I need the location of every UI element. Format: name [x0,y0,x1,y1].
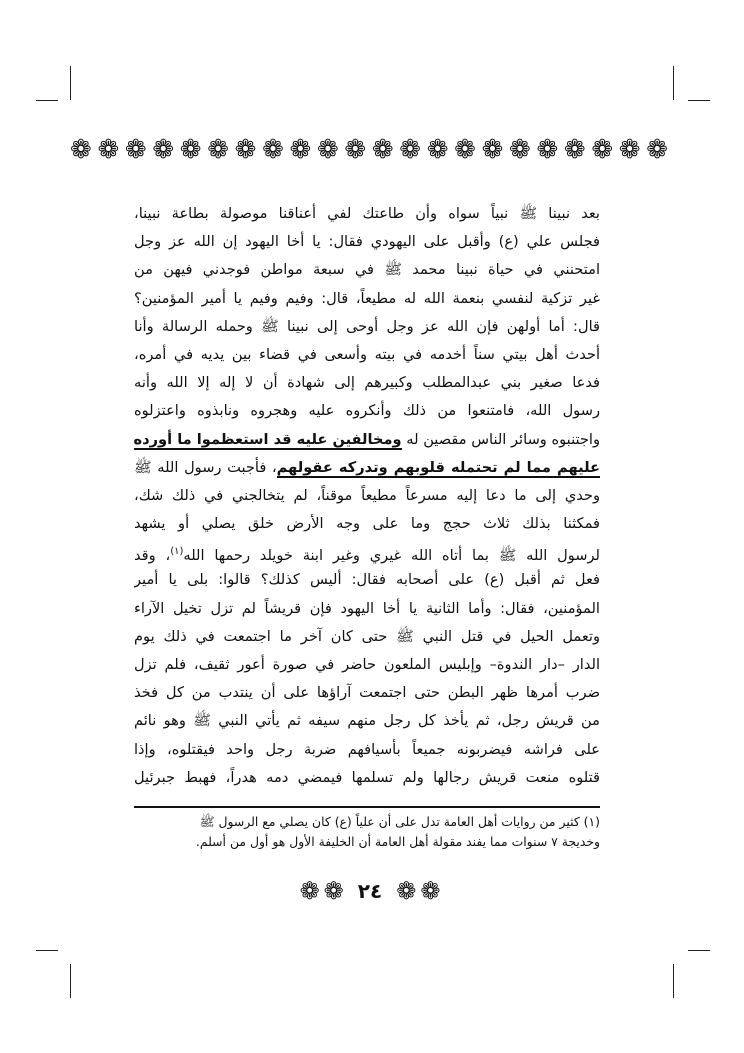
ornament-icon: ❁ [323,877,344,905]
ornament-icon: ❁ [646,135,668,165]
ornament-icon: ❁ [618,135,641,165]
text-line-20: على فراشه فيضربونه جميعاً بأسيافهم ضربة رجل واحد فيقتلوه، وإذا [134,740,600,758]
crop-mark-bottom-left-h [36,950,58,951]
text-line-1: بعد نبينا ﷺ نبياً سواه وأن طاعتك لفي أعناقنا موصولة بطاعة نبينا، [134,205,600,222]
main-text [134,200,600,792]
text-line-21: قتلوه منعت قريش رجالها ولم تسلمها فيمضي دمه هدراً، فهبط جبرئيل [134,768,600,786]
ornament-icon: ❁ [152,135,175,165]
ornament-icon: ❁ [420,877,441,905]
ornament-icon: ❁ [262,135,284,165]
crop-mark-bottom-right [673,964,674,998]
text-line-9 [134,426,600,454]
ornament-icon: ❁ [536,135,559,165]
text-line-15: المؤمنين، فقال: وأما الثانية يا أخا اليهود فإن قريشاً لم تزل تخيل الآراء [134,599,600,617]
page-number: ٢٤ [357,879,383,903]
text-line-10 [134,454,600,482]
ornament-icon: ❁ [299,877,320,905]
crop-mark-top-right [673,66,674,100]
ornament-icon: ❁ [289,135,312,165]
crop-mark-top-right-h [688,100,710,101]
footnote-divider [134,806,600,808]
text-line-11: وحدي إلى ما دعا إليه مسرعاً مطيعاً موقناً، لم يتخالجني في ذلك شك، [134,486,600,504]
ornament-icon: ❁ [454,135,476,165]
text-line-13-start: لرسول الله ﷺ بما أتاه الله غيري وغير ابنة خويلد رحمها الله [183,547,600,565]
ornament-icon: ❁ [371,135,394,165]
crop-mark-top-left [70,66,71,100]
text-line-2: فجلس علي (ع) وأقبل على اليهودي فقال: يا أخا اليهود إن الله عز وجل [134,233,600,251]
text-line-13-tail: ، وقد [134,547,171,565]
footnote-ref[interactable]: (١) [170,546,184,558]
ornament-icon: ❁ [344,135,367,165]
text-line-5: قال: أما أولهن فإن الله عز وجل أوحى إلى نبينا ﷺ وحمله الرسالة وأنا [134,317,600,335]
footnote [134,812,600,852]
ornament-icon: ❁ [509,135,531,165]
highlight-phrase-1: ومخالفين عليه قد استعظموا ما أورده [134,430,402,448]
page-number-row [290,874,450,908]
ornament-icon: ❁ [207,135,229,165]
ornament-icon: ❁ [399,135,422,165]
text-line-8: رسول الله، فامتنعوا من ذلك وأنكروه عليه وهجروه ونابذوه واعتزلوه [134,402,600,420]
text-line-17: الدار –دار الندوة– وإبليس الملعون حاضر في صورة أعور ثقيف، فلم تزل [134,656,600,673]
ornament-icon: ❁ [124,135,147,165]
ornament-icon: ❁ [396,877,417,905]
text-line-13 [134,538,600,566]
text-line-19: من قريش رجل، ثم يأخذ كل رجل منهم سيفه ثم يأتي النبي ﷺ وهو نائم [134,712,600,730]
crop-mark-bottom-right-h [688,950,710,951]
ornament-icon: ❁ [234,135,257,165]
ornament-icon: ❁ [70,135,92,165]
text-line-10-tail: ، فأجبت رسول الله ﷺ [134,458,277,476]
text-line-7: فدعا صغير بني عبدالمطلب وكبيرهم إلى شهادة أن لا إله إلا الله وأنه [134,374,600,392]
text-line-4: غير تزكية لنفسي بنعمة الله له مطيعاً، قال: وفيم وفيم يا أمير المؤمنين؟ [134,289,600,307]
ornament-icon: ❁ [97,135,120,165]
ornament-icon: ❁ [426,135,449,165]
ornament-icon: ❁ [481,135,504,165]
text-line-18: ضرب أمرها ظهر البطن حتى اجتمعت آراؤها على أن ينتدب من كل فخذ [134,684,600,702]
text-line-6: أحدث أهل بيتي سناً أخدمه في بيته وأسعى في قضاء بين يديه في أمره، [134,345,600,363]
ornament-icon: ❁ [316,135,339,165]
footnote-line-2: وخديجة ٧ سنوات مما يفند مقولة أهل العامة أن الخليفة الأول هو أول من أسلم. [195,834,600,849]
highlight-phrase-2: عليهم مما لم تحتمله قلوبهم وتدركه عقولهم [276,458,600,476]
ornament-border [70,132,668,168]
footnote-line-1: (١) كثير من روايات أهل العامة تدل على أن علياً (ع) كان يصلي مع الرسول ﷺ [199,814,600,829]
text-line-14: فعل ثم أقبل (ع) على أصحابه فقال: أليس كذلك؟ قالوا: بلى يا أمير [134,571,600,589]
text-line-16: وتعمل الحيل في قتل النبي ﷺ حتى كان آخر ما اجتمعت في ذلك يوم [134,627,600,645]
text-line-12: فمكثنا بذلك ثلاث حجج وما على وجه الأرض خلق يصلي أو يشهد [134,515,600,533]
text-line-9-start: واجتنبوه وسائر الناس مقصين له [406,430,600,448]
ornament-icon: ❁ [591,135,614,165]
text-line-3: امتحنني في حياة نبينا محمد ﷺ في سبعة مواطن فوجدني فيهن من [134,261,600,279]
crop-mark-bottom-left [70,964,71,998]
ornament-icon: ❁ [563,135,586,165]
ornament-icon: ❁ [179,135,202,165]
crop-mark-top-left-h [36,100,58,101]
